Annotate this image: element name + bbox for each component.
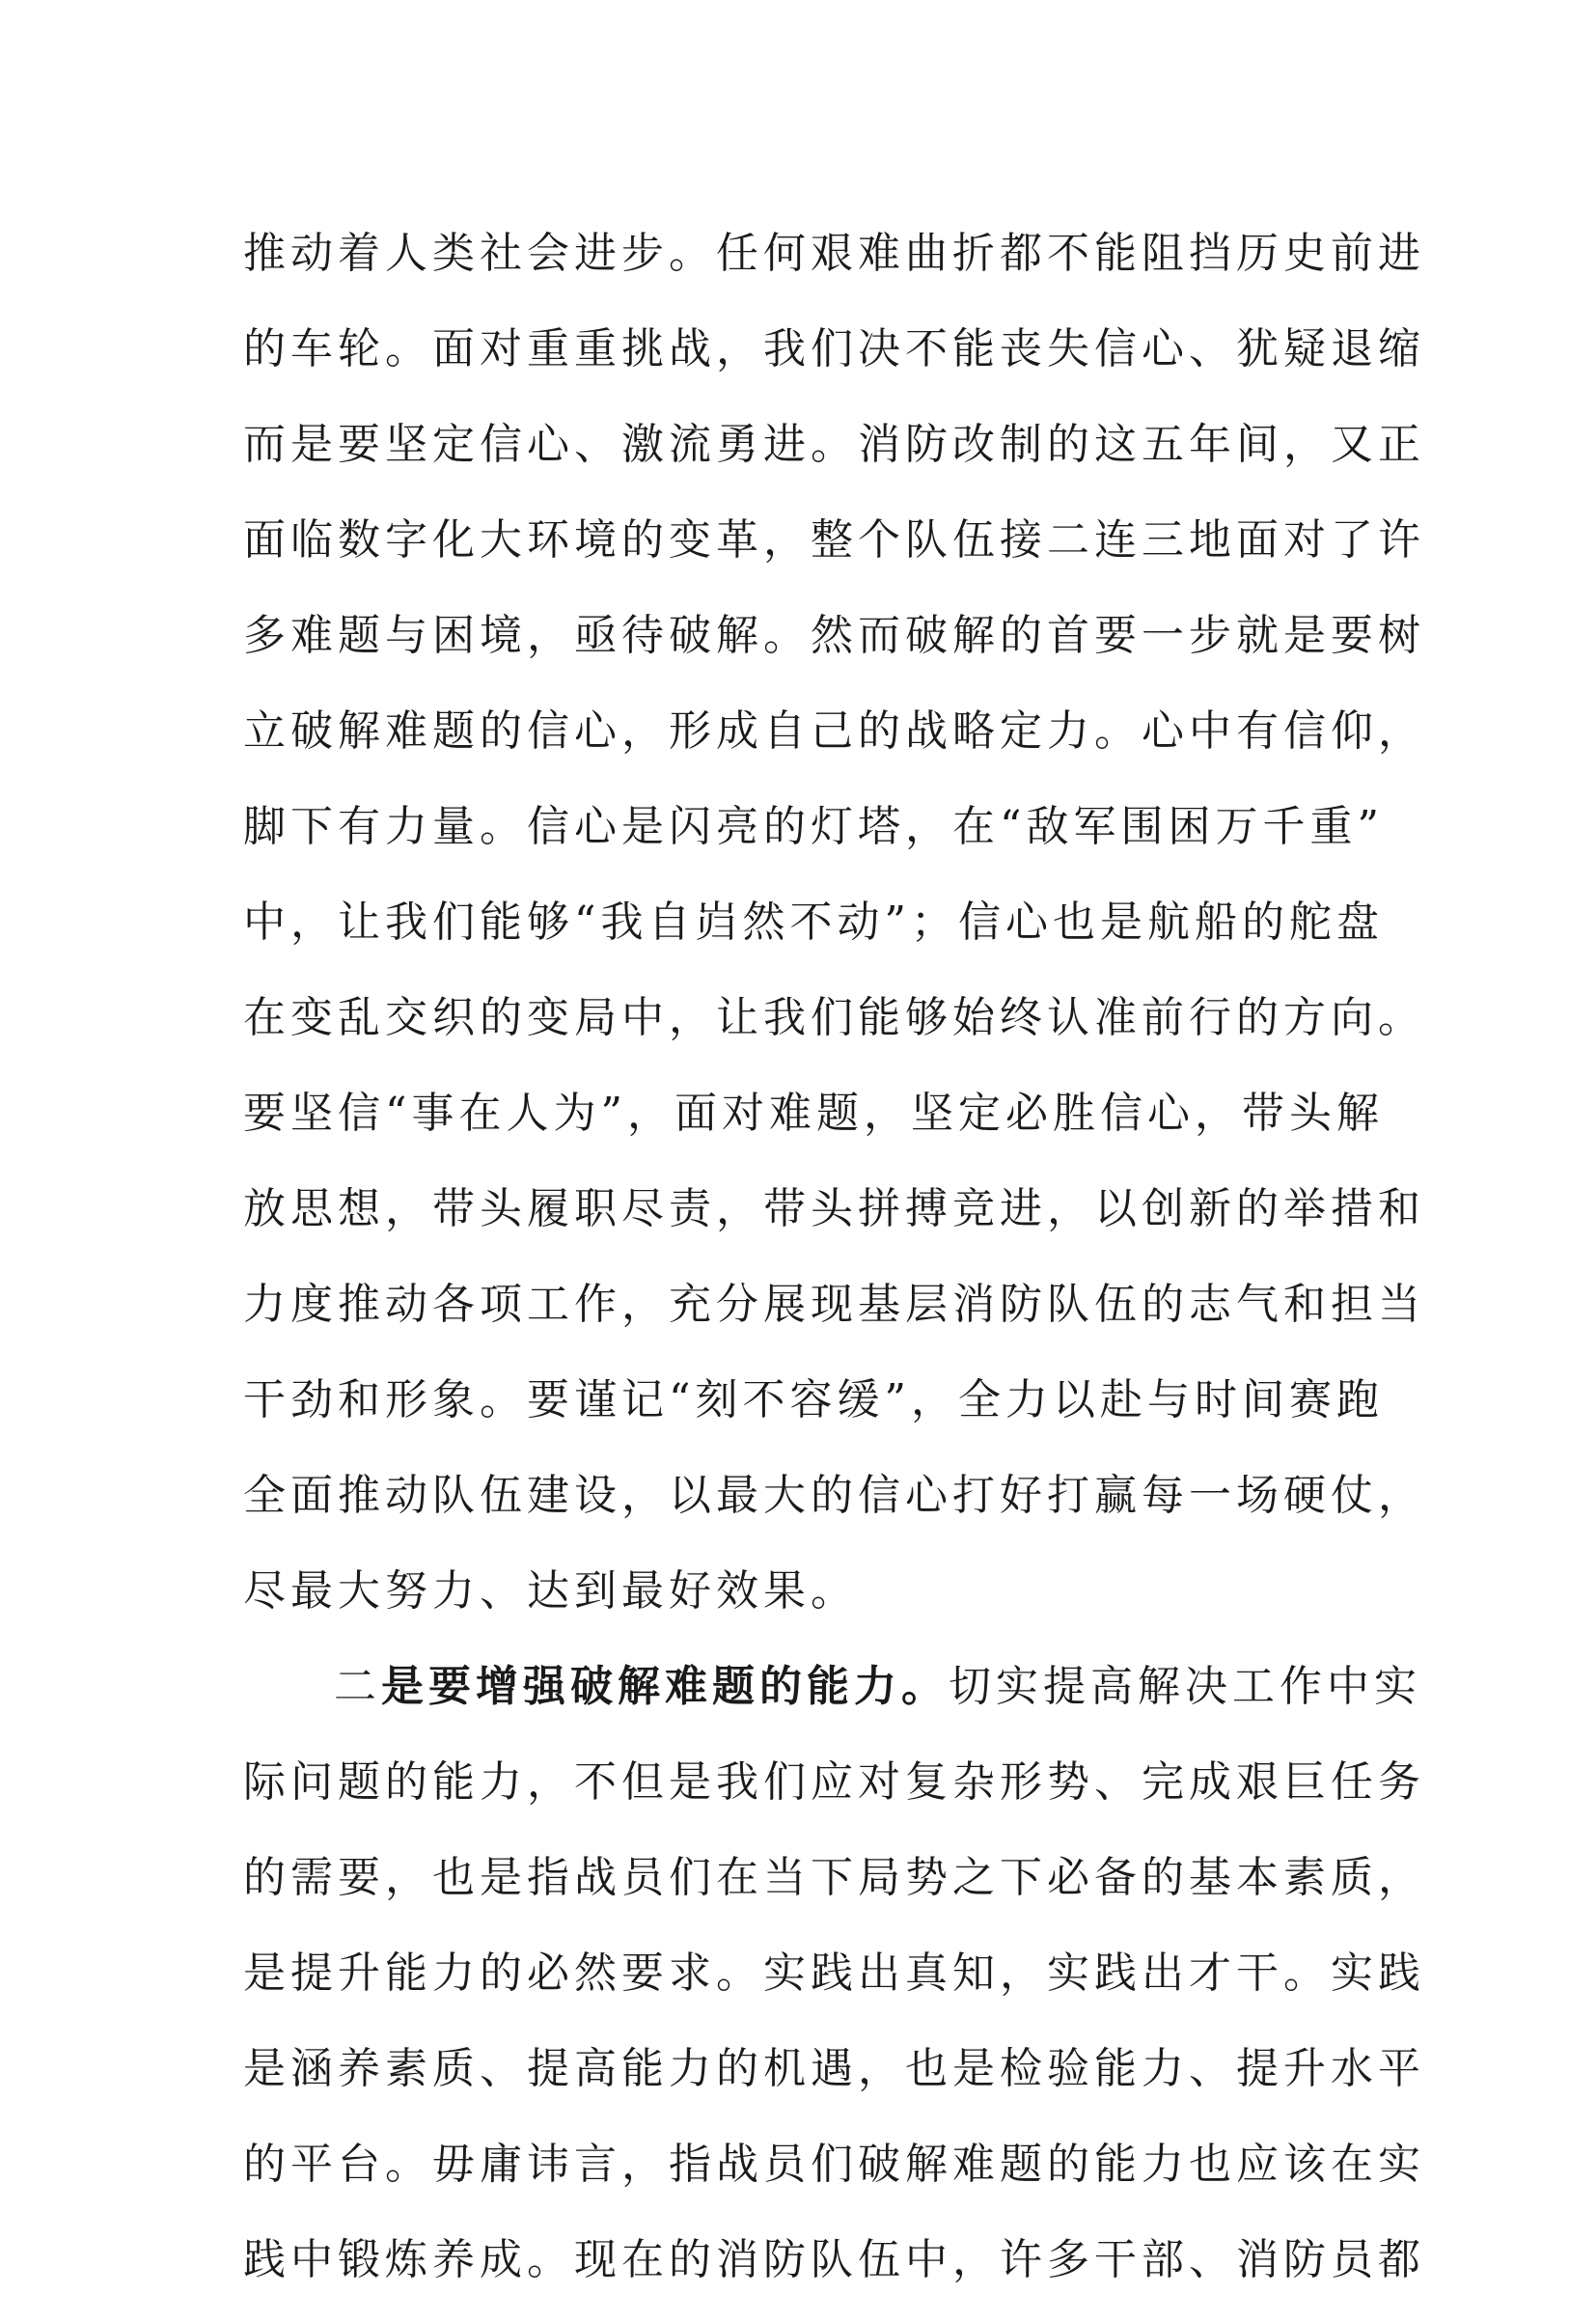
text-line: 多难题与困境，亟待破解。然而破解的首要一步就是要树 bbox=[243, 611, 1425, 660]
text-line: 面临数字化大环境的变革，整个队伍接二连三地面对了许 bbox=[243, 515, 1425, 565]
text-line: 的平台。毋庸讳言，指战员们破解难题的能力也应该在实 bbox=[243, 2140, 1425, 2189]
paragraph-2-first-line-rest: 切实提高解决工作中实 bbox=[949, 1662, 1421, 1711]
text-line: 脚下有力量。信心是闪亮的灯塔，在“敌军围困万千重” bbox=[243, 802, 1384, 851]
paragraph-1 bbox=[243, 220, 1425, 1653]
text-line: 的需要，也是指战员们在当下局势之下必备的基本素质， bbox=[243, 1853, 1425, 1902]
text-line: 际问题的能力，不但是我们应对复杂形势、完成艰巨任务 bbox=[243, 1757, 1425, 1807]
paragraph-2-prefix: 二 bbox=[334, 1662, 381, 1711]
text-line: 要坚信“事在人为”，面对难题，坚定必胜信心，带头解 bbox=[243, 1089, 1384, 1138]
text-line: 尽最大努力、达到最好效果。 bbox=[243, 1566, 858, 1616]
text-line: 放思想，带头履职尽责，带头拼搏竞进，以创新的举措和 bbox=[243, 1184, 1425, 1233]
text-line: 在变乱交织的变局中，让我们能够始终认准前行的方向。 bbox=[243, 993, 1425, 1042]
paragraph-2-first-line bbox=[243, 1653, 1421, 1749]
paragraph-2 bbox=[243, 1653, 1425, 2322]
text-line: 践中锻炼养成。现在的消防队伍中，许多干部、消防员都 bbox=[243, 2235, 1425, 2284]
text-line: 力度推动各项工作，充分展现基层消防队伍的志气和担当 bbox=[243, 1280, 1425, 1329]
text-line: 全面推动队伍建设，以最大的信心打好打赢每一场硬仗， bbox=[243, 1471, 1425, 1520]
text-line: 而是要坚定信心、激流勇进。消防改制的这五年间，又正 bbox=[243, 420, 1425, 469]
text-line: 立破解难题的信心，形成自己的战略定力。心中有信仰， bbox=[243, 706, 1425, 756]
text-line: 的车轮。面对重重挑战，我们决不能丧失信心、犹疑退缩 bbox=[243, 324, 1425, 373]
body-text bbox=[243, 220, 1425, 2322]
text-line: 干劲和形象。要谨记“刻不容缓”，全力以赴与时间赛跑 bbox=[243, 1375, 1384, 1424]
text-line: 是提升能力的必然要求。实践出真知，实践出才干。实践 bbox=[243, 1949, 1425, 1998]
text-line: 推动着人类社会进步。任何艰难曲折都不能阻挡历史前进 bbox=[243, 229, 1425, 278]
text-line: 是涵养素质、提高能力的机遇，也是检验能力、提升水平 bbox=[243, 2044, 1425, 2093]
text-line: 中，让我们能够“我自岿然不动”；信心也是航船的舵盘 bbox=[243, 898, 1384, 947]
section-heading: 是要增强破解难题的能力。 bbox=[381, 1662, 949, 1711]
